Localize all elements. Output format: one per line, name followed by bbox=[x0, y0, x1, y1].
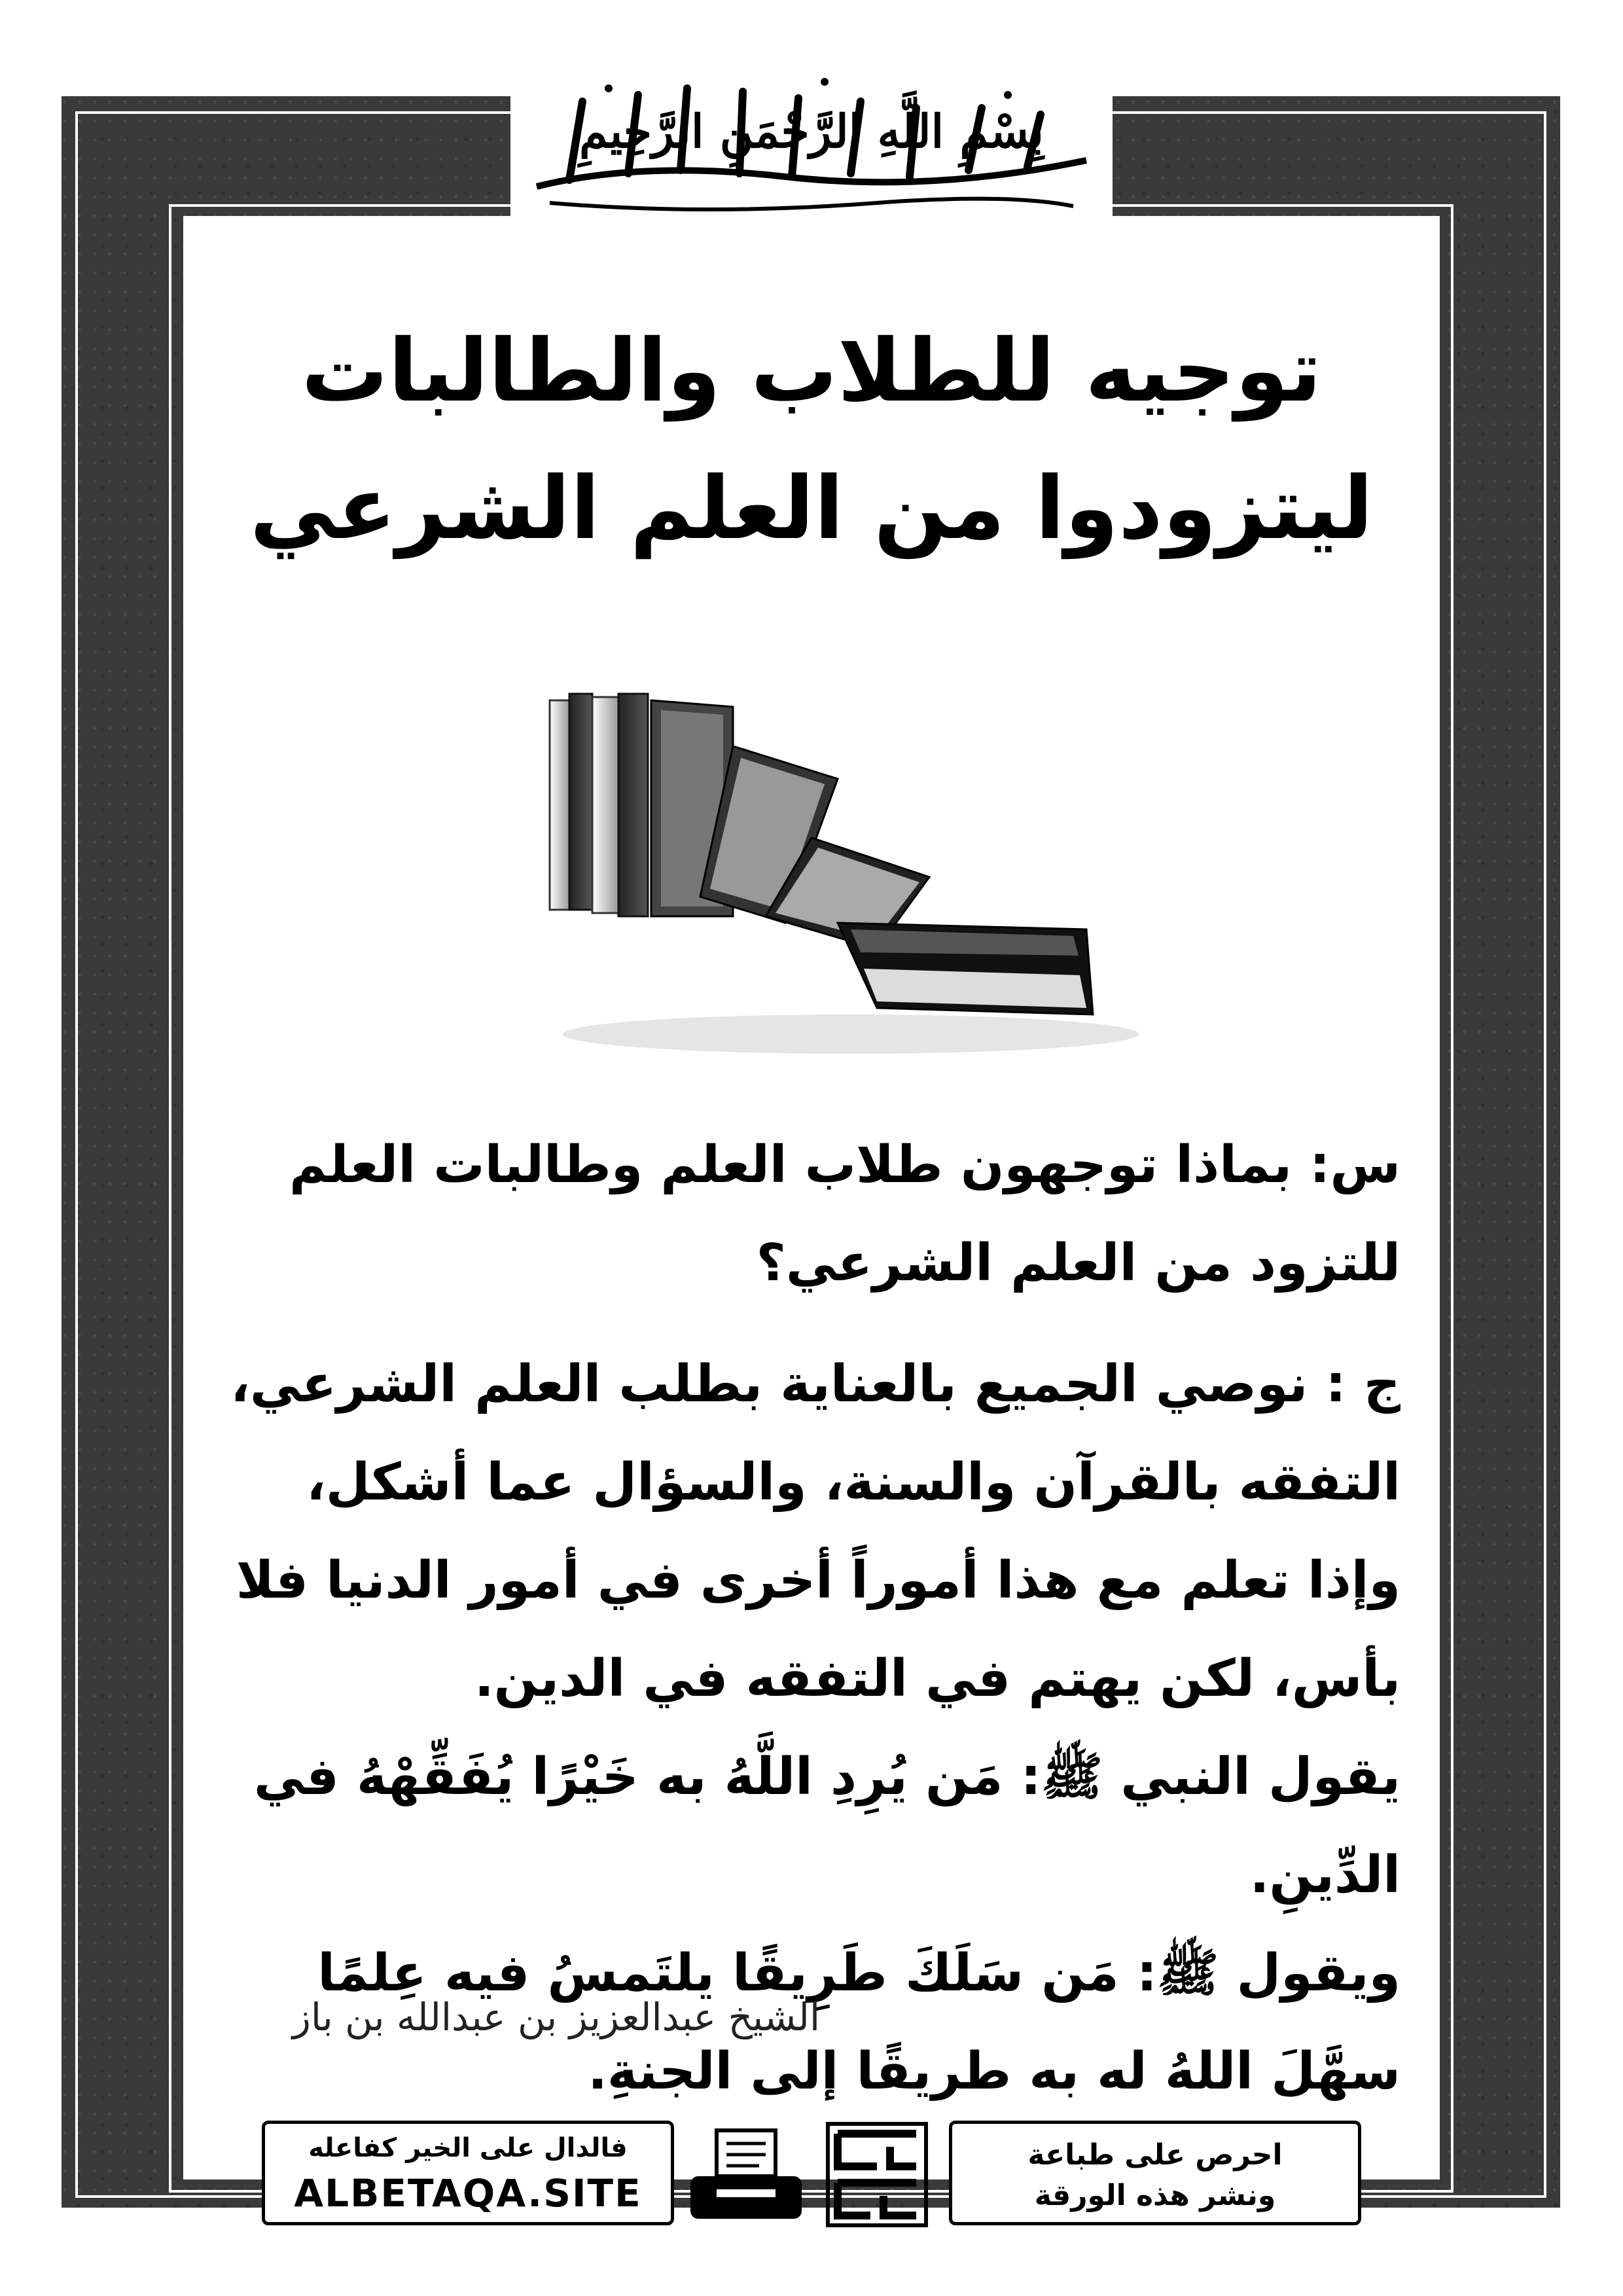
footer-website-link[interactable]: ALBETAQA.SITE bbox=[294, 2171, 642, 2215]
printer-icon bbox=[687, 2127, 805, 2225]
answer-prefix: ج : bbox=[1325, 1355, 1400, 1414]
hadith-2: ويقول ﷺ: مَن سَلَكَ طَرِيقًا يلتَمسُ فيه عِلمًا سهَّلَ اللهُ له به طريقًا إلى الجنةِ. bbox=[317, 1944, 1400, 2101]
basmala-text: بِسْمِ اللَّهِ الرَّحْمَنِ الرَّحِيمِ bbox=[579, 104, 1044, 158]
page-title-line-1: توجيه للطلاب والطالبات bbox=[301, 321, 1322, 422]
dawah-logo-icon bbox=[825, 2121, 929, 2229]
question-prefix: س: bbox=[1310, 1136, 1400, 1194]
answer-text: نوصي الجميع بالعناية بطلب العلم الشرعي، التفقه بالقرآن والسنة، والسؤال عما أشكل، وإذا تعلم مع هذا أموراً أخرى في أمور الدنيا فلا بأس، لكن يهتم في التفقه في الدين. bbox=[230, 1355, 1400, 1708]
footer-website-box bbox=[262, 2121, 674, 2225]
footer-print-box bbox=[949, 2121, 1361, 2225]
footer-print-line-2: ونشر هذه الورقة bbox=[1034, 2179, 1276, 2212]
footer-print-line-1: احرص على طباعة bbox=[1027, 2138, 1283, 2172]
footer-motto: فالدال على الخير كفاعله bbox=[308, 2133, 628, 2163]
page-title-line-2: ليتزودوا من العلم الشرعي bbox=[249, 458, 1374, 559]
basmala-calligraphy bbox=[510, 62, 1113, 219]
footer-bar bbox=[262, 2121, 1361, 2231]
question-block bbox=[229, 1116, 1400, 1312]
author-signature: الشيخ عبدالعزيز بن عبدالله بن باز bbox=[292, 1995, 821, 2039]
books-illustration bbox=[537, 681, 1165, 1060]
hadith-1: يقول النبي ﷺ: مَن يُرِدِ اللَّهُ به خَيْرًا يُفَقِّهْهُ في الدِّينِ. bbox=[253, 1748, 1400, 1905]
question-text: بماذا توجهون طلاب العلم وطالبات العلم للتزود من العلم الشرعي؟ bbox=[289, 1136, 1400, 1293]
